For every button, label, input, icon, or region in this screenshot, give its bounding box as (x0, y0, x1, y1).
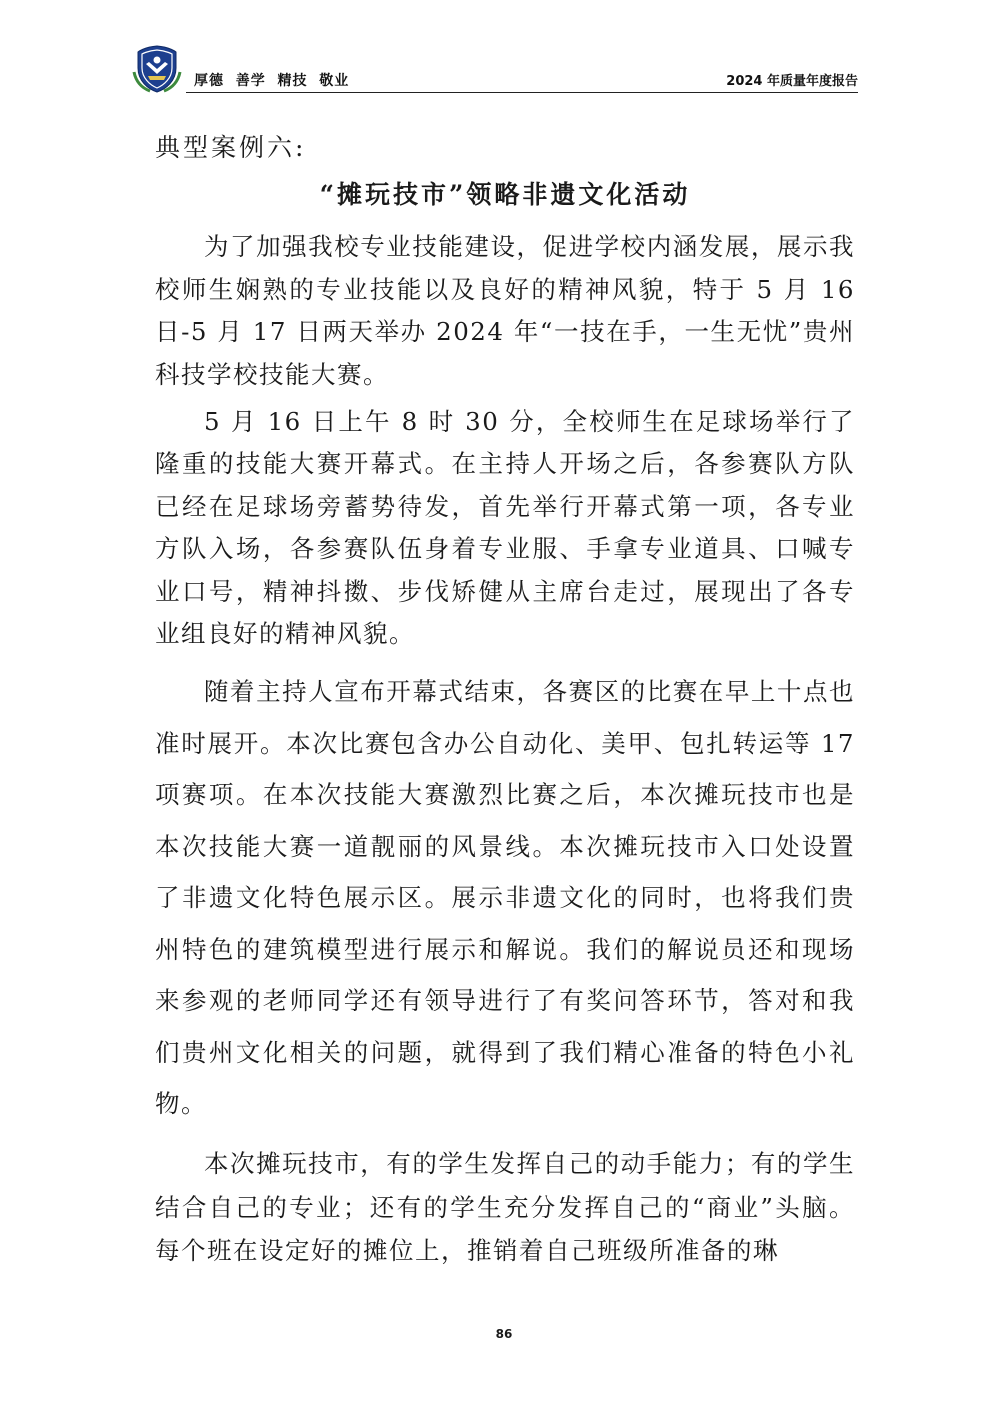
paragraph-3: 随着主持人宣布开幕式结束，各赛区的比赛在早上十点也准时展开。本次比赛包含办公自动化、美甲、包扎转运等 17 项赛项。在本次技能大赛激烈比赛之后，本次摊玩技市也是本次技能大赛一道靓丽的风景线。本次摊玩技市入口处设置了非遗文化特色展示区。展示非遗文化的同时，也将我们贵州特色的建筑模型进行展示和解说。我们的解说员还和现场来参观的老师同学还有领导进行了有奖问答环节，答对和我们贵州文化相关的问题，就得到了我们精心准备的特色小礼物。 (155, 677, 855, 1118)
article-title: “摊玩技市”领略非遗文化活动 (319, 180, 691, 209)
paragraph-4: 本次摊玩技市，有的学生发挥自己的动手能力；有的学生结合自己的专业；还有的学生充分发挥自己的“商业”头脑。每个班在设定好的摊位上，推销着自己班级所准备的琳 (155, 1149, 855, 1265)
page-header (132, 44, 858, 96)
page-number: 86 (495, 1327, 513, 1341)
paragraph-2: 5 月 16 日上午 8 时 30 分，全校师生在足球场举行了隆重的技能大赛开幕式。在主持人开场之后，各参赛队方队已经在足球场旁蓄势待发，首先举行开幕式第一项，各专业方队入场，各参赛队伍身着专业服、手拿专业道具、口喊专业口号，精神抖擞、步伐矫健从主席台走过，展现出了各专业组良好的精神风貌。 (155, 407, 855, 649)
report-title: 2024 年质量年度报告 (726, 74, 858, 89)
header-divider (186, 92, 858, 93)
school-motto: 厚德 善学 精技 敬业 (194, 73, 350, 89)
case-label: 典型案例六: (155, 133, 307, 162)
paragraph-1: 为了加强我校专业技能建设，促进学校内涵发展，展示我校师生娴熟的专业技能以及良好的精神风貌，特于 5 月 16 日-5 月 17 日两天举办 2024 年“一技在手，一生无忧”贵州科技学校技能大赛。 (155, 232, 855, 389)
school-emblem-icon (132, 44, 182, 94)
